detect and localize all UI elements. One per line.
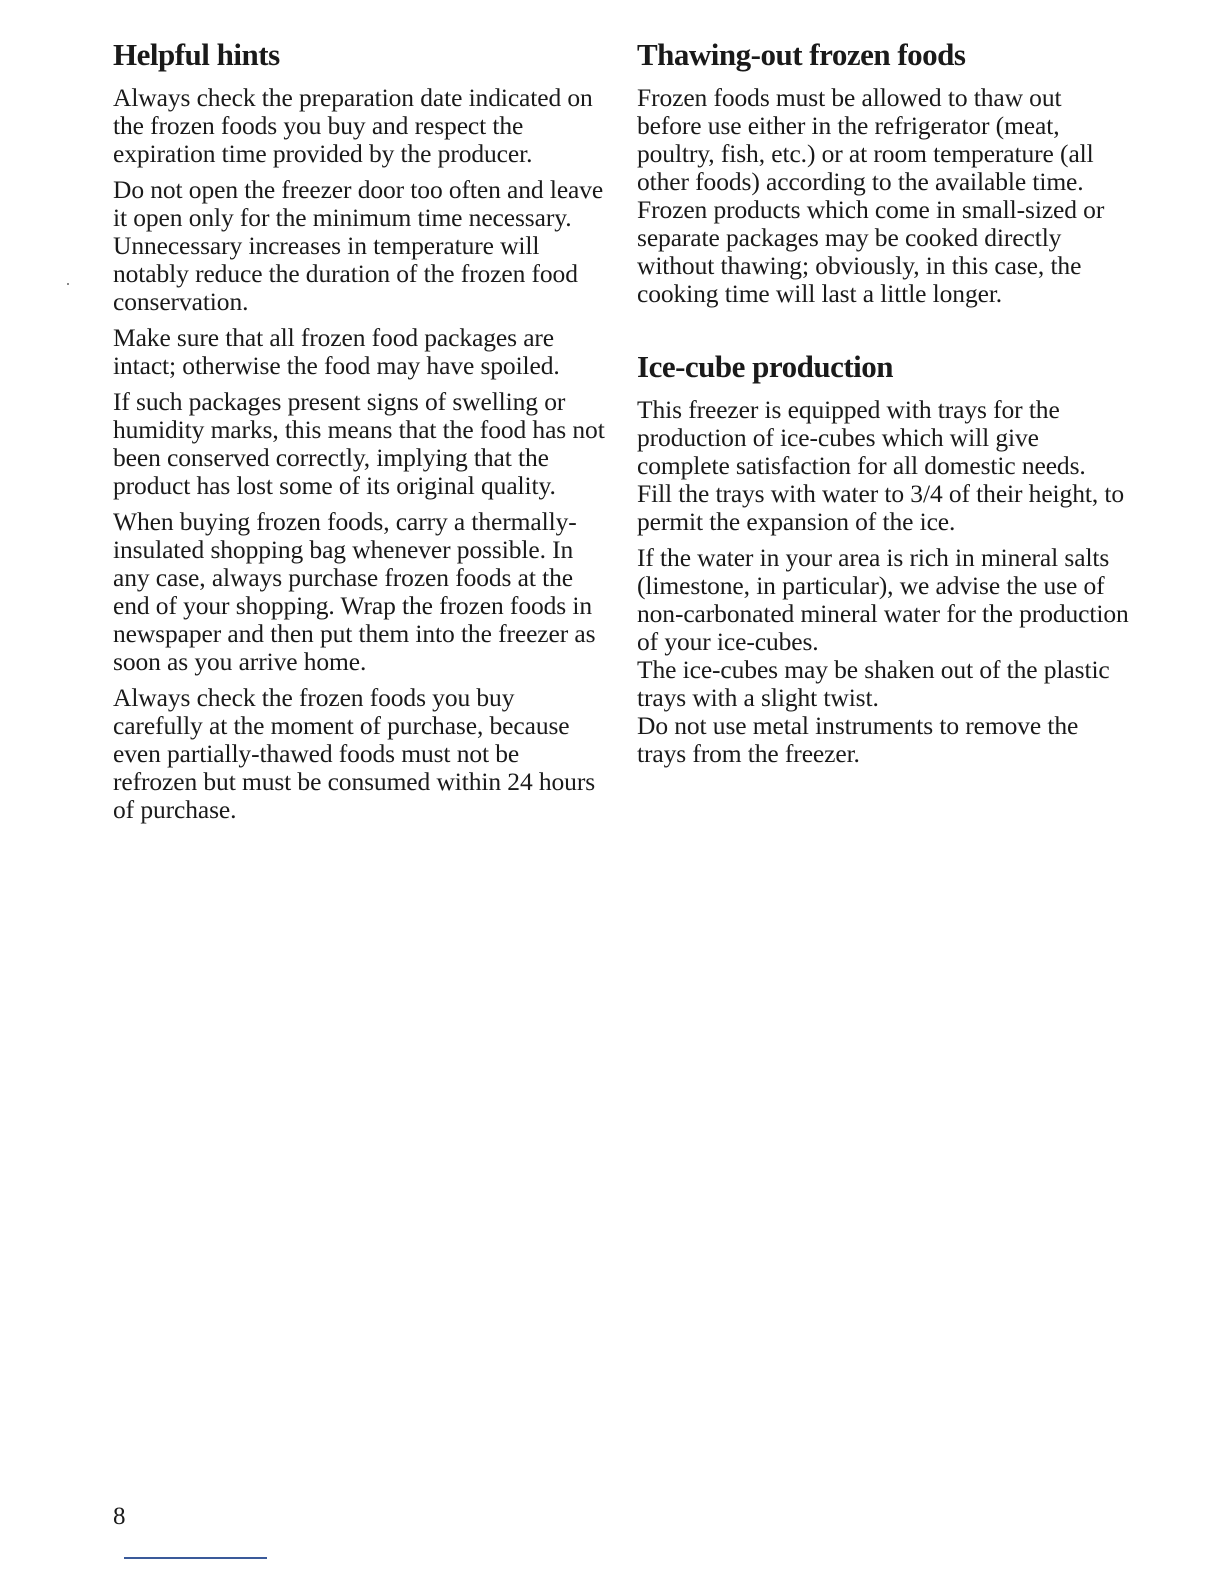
hint-paragraph-4: If such packages present signs of swelling or humidity marks, this means that the food has not been conserved correctly, implying that the product has lost some of its original quality. [113, 387, 605, 500]
scan-speck [67, 283, 69, 285]
hint-paragraph-2: Do not open the freezer door too often and leave it open only for the minimum time necessary. Unnecessary increases in temperature will notably reduce the duration of the frozen food conservation. [113, 175, 604, 316]
ice-paragraph-4: The ice-cubes may be shaken out of the plastic trays with a slight twist. [637, 655, 1110, 712]
ice-paragraph-2: Fill the trays with water to 3/4 of their height, to permit the expansion of the ice. [637, 479, 1125, 536]
hint-paragraph-6: Always check the frozen foods you buy carefully at the moment of purchase, because even partially-thawed foods must not be refrozen but must be consumed within 24 hours of purchase. [113, 683, 596, 824]
section-thawing [637, 36, 1131, 308]
hint-paragraph-1: Always check the preparation date indicated on the frozen foods you buy and respect the expiration time provided by the producer. [113, 83, 593, 168]
hint-paragraph-3: Make sure that all frozen food packages are intact; otherwise the food may have spoiled. [113, 323, 560, 380]
heading-thawing: Thawing-out frozen foods [637, 37, 966, 72]
left-column [113, 36, 605, 832]
hint-paragraph-5: When buying frozen foods, carry a thermally-insulated shopping bag whenever possible. In any case, always purchase frozen foods at the end of your shopping. Wrap the frozen foods in newspaper and then put them into the freezer as soon as you arrive home. [113, 507, 596, 676]
right-column [637, 36, 1131, 776]
ice-paragraph-5: Do not use metal instruments to remove the trays from the freezer. [637, 711, 1079, 768]
heading-ice-cube: Ice-cube production [637, 349, 894, 384]
section-ice-cube [637, 348, 1131, 768]
thawing-paragraph-2: Frozen products which come in small-sized or separate packages may be cooked directly without thawing; obviously, in this case, the cooking time will last a little longer. [637, 195, 1105, 308]
heading-helpful-hints: Helpful hints [113, 37, 280, 72]
ice-paragraph-3: If the water in your area is rich in mineral salts (limestone, in particular), we advise the use of non-carbonated mineral water for the production of your ice-cubes. [637, 543, 1129, 656]
page-number: 8 [113, 1503, 126, 1530]
footer-rule [124, 1557, 267, 1559]
thawing-paragraph-1: Frozen foods must be allowed to thaw out before use either in the refrigerator (meat, poultry, fish, etc.) or at room temperature (all other foods) according to the available time. [637, 83, 1094, 196]
section-helpful-hints [113, 36, 605, 824]
ice-paragraph-1: This freezer is equipped with trays for the production of ice-cubes which will give complete satisfaction for all domestic needs. [637, 395, 1086, 480]
